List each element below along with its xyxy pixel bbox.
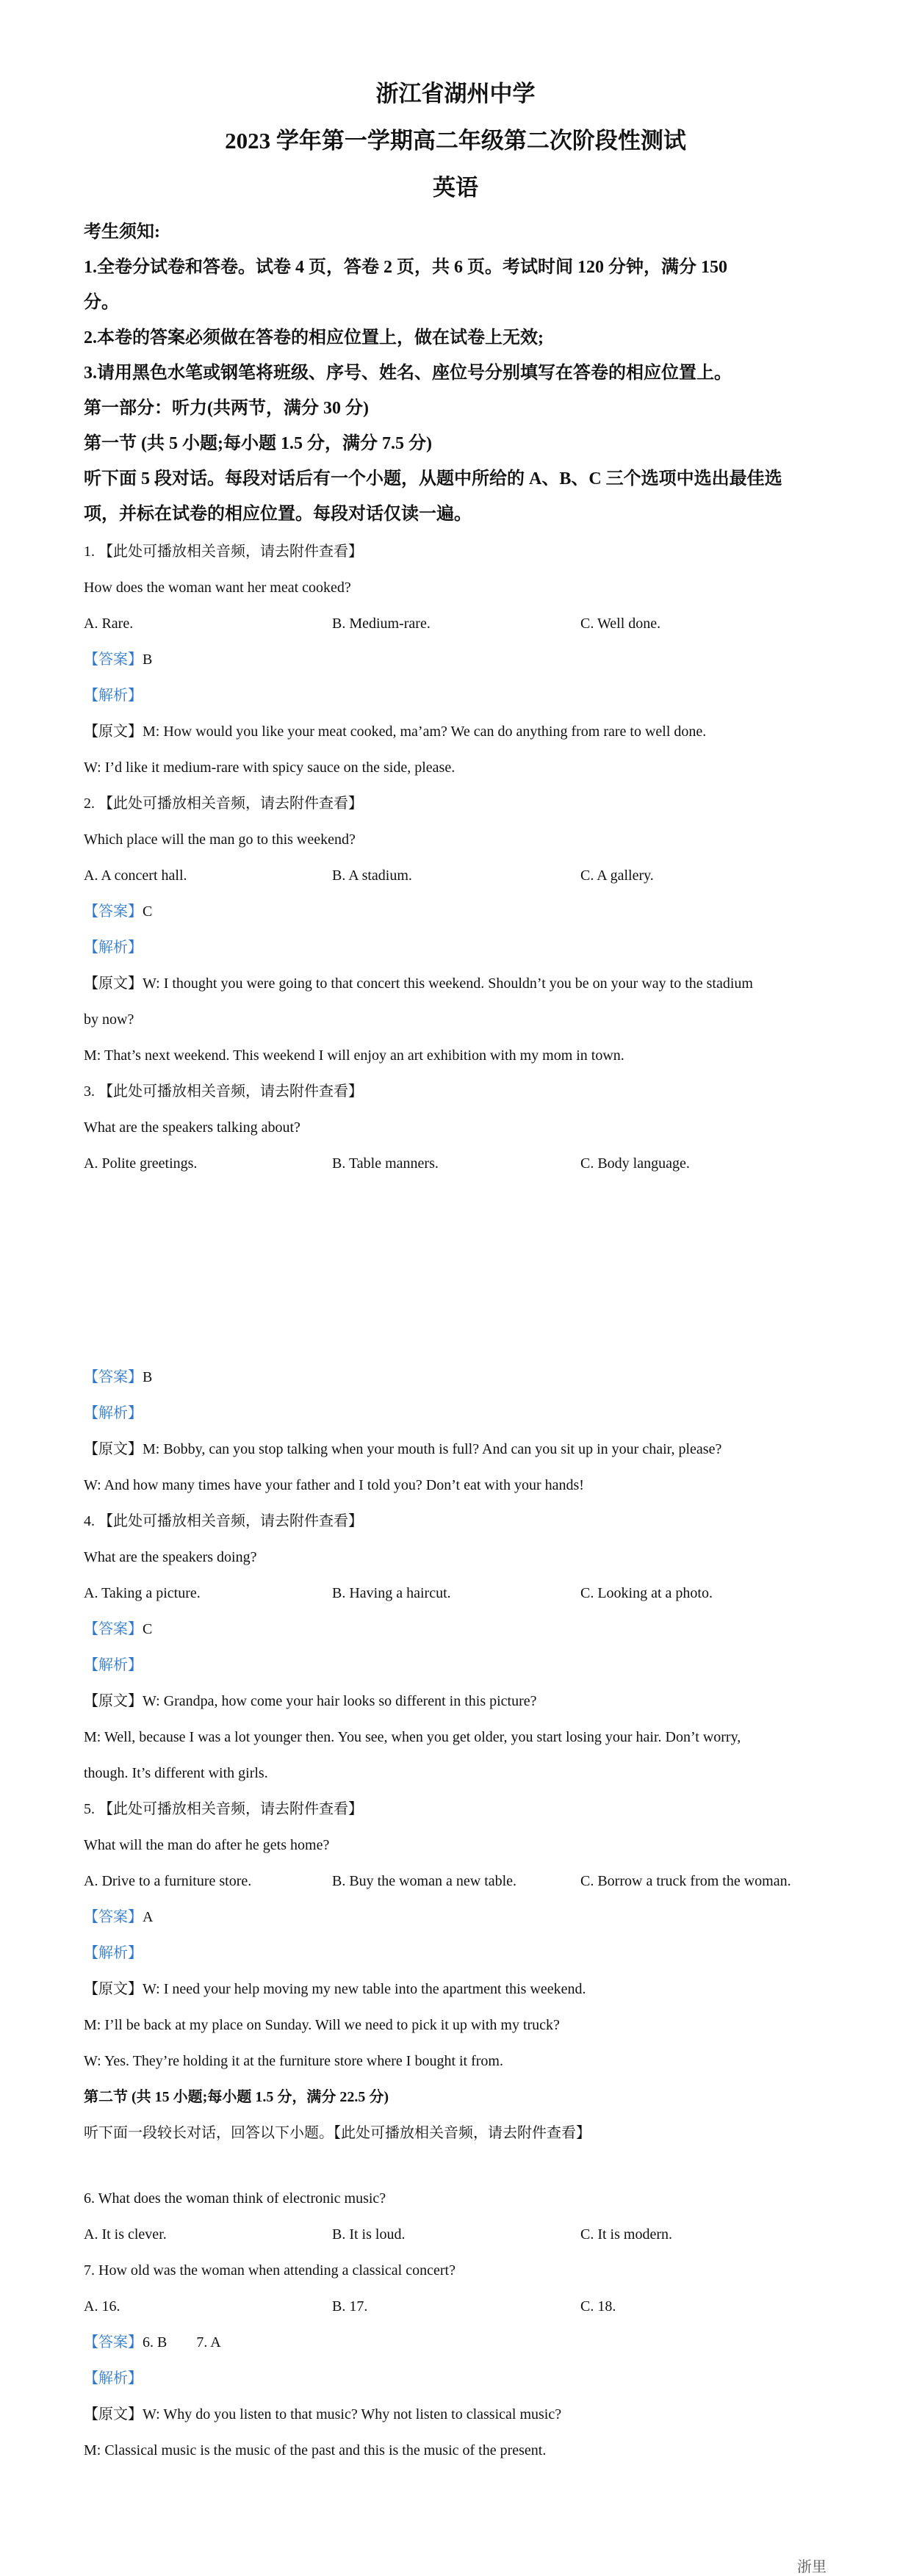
q2-question: Which place will the man go to this weekend? <box>84 831 356 848</box>
q6-7-transcript-2: M: Classical music is the music of the past and this is the music of the present. <box>84 2442 547 2458</box>
q5-analysis-label: 【解析】 <box>84 1945 143 1961</box>
q6-option-a: A. It is clever. <box>84 2226 167 2243</box>
q2-transcript-1-cont: by now? <box>84 1011 134 1028</box>
q1-option-a: A. Rare. <box>84 616 134 632</box>
q3-answer: 【答案】B <box>84 1369 153 1385</box>
q4-question: What are the speakers doing? <box>84 1549 257 1565</box>
q3-number: 3. 【此处可播放相关音频，请去附件查看】 <box>84 1083 363 1100</box>
q5-option-c: C. Borrow a truck from the woman. <box>580 1873 791 1889</box>
q7-option-c: C. 18. <box>580 2298 616 2315</box>
q5-number: 5. 【此处可播放相关音频，请去附件查看】 <box>84 1801 363 1817</box>
q4-option-b: B. Having a haircut. <box>332 1585 451 1601</box>
q2-transcript-2: M: That’s next weekend. This weekend I will enjoy an art exhibition with my mom in town. <box>84 1047 624 1064</box>
q4-transcript-2: M: Well, because I was a lot younger then. You see, when you get older, you start losing your hair. Don’t worry, <box>84 1729 741 1745</box>
section1-instruction: 听下面 5 段对话。每段对话后有一个小题，从题中所给的 A、B、C 三个选项中选出最佳选 <box>84 469 782 488</box>
q5-transcript-3: W: Yes. They’re holding it at the furniture store where I bought it from. <box>84 2053 503 2069</box>
q3-option-b: B. Table manners. <box>332 1155 439 1172</box>
q5-question: What will the man do after he gets home? <box>84 1837 330 1853</box>
notice-line-1: 1.全卷分试卷和答卷。试卷 4 页，答卷 2 页，共 6 页。考试时间 120 分钟，满分 150 <box>84 258 727 277</box>
q2-analysis-label: 【解析】 <box>84 939 143 956</box>
q5-answer: 【答案】A <box>84 1909 154 1925</box>
section1-title: 第一节 (共 5 小题;每小题 1.5 分，满分 7.5 分) <box>84 434 432 453</box>
q4-number: 4. 【此处可播放相关音频，请去附件查看】 <box>84 1513 363 1529</box>
q7-option-b: B. 17. <box>332 2298 368 2315</box>
section1-instruction-cont: 项，并标在试卷的相应位置。每段对话仅读一遍。 <box>84 505 472 524</box>
q7-option-a: A. 16. <box>84 2298 120 2315</box>
q1-transcript-1: 【原文】M: How would you like your meat cooked, ma’am? We can do anything from rare to well done. <box>84 724 707 740</box>
q2-number: 2. 【此处可播放相关音频，请去附件查看】 <box>84 795 363 812</box>
q5-transcript-2: M: I’ll be back at my place on Sunday. Will we need to pick it up with my truck? <box>84 2017 560 2033</box>
q2-option-a: A. A concert hall. <box>84 867 187 884</box>
q3-option-c: C. Body language. <box>580 1155 690 1172</box>
section2-title: 第二节 (共 15 小题;每小题 1.5 分，满分 22.5 分) <box>84 2089 389 2105</box>
q2-option-b: B. A stadium. <box>332 867 412 884</box>
q6-option-b: B. It is loud. <box>332 2226 406 2243</box>
q2-answer: 【答案】C <box>84 903 153 920</box>
q6-7-analysis-label: 【解析】 <box>84 2370 143 2386</box>
q1-question: How does the woman want her meat cooked? <box>84 580 351 596</box>
section2-instruction: 听下面一段较长对话，回答以下小题。【此处可播放相关音频，请去附件查看】 <box>84 2125 591 2141</box>
school-title: 浙江省湖州中学 <box>375 81 536 107</box>
q4-option-c: C. Looking at a photo. <box>580 1585 713 1601</box>
notice-line-1-cont: 分。 <box>84 293 119 312</box>
q7-question: 7. How old was the woman when attending a classical concert? <box>84 2262 455 2279</box>
q4-answer: 【答案】C <box>84 1621 153 1637</box>
q1-answer: 【答案】B <box>84 652 153 668</box>
footer-mark: 浙里 <box>797 2559 827 2575</box>
notice-line-3: 3.请用黑色水笔或钢笔将班级、序号、姓名、座位号分别填写在答卷的相应位置上。 <box>84 364 732 383</box>
q3-option-a: A. Polite greetings. <box>84 1155 198 1172</box>
q4-option-a: A. Taking a picture. <box>84 1585 201 1601</box>
q3-transcript-1: 【原文】M: Bobby, can you stop talking when your mouth is full? And can you sit up in your chair, please? <box>84 1441 722 1457</box>
q3-analysis-label: 【解析】 <box>84 1405 143 1421</box>
q4-transcript-1: 【原文】W: Grandpa, how come your hair looks so different in this picture? <box>84 1693 537 1709</box>
q5-option-b: B. Buy the woman a new table. <box>332 1873 517 1889</box>
q6-question: 6. What does the woman think of electronic music? <box>84 2190 386 2207</box>
q4-transcript-2-cont: though. It’s different with girls. <box>84 1765 268 1781</box>
q5-transcript-1: 【原文】W: I need your help moving my new table into the apartment this weekend. <box>84 1981 586 1997</box>
subject-title: 英语 <box>433 175 478 201</box>
q2-option-c: C. A gallery. <box>580 867 654 884</box>
q4-analysis-label: 【解析】 <box>84 1657 143 1673</box>
q3-transcript-2: W: And how many times have your father and I told you? Don’t eat with your hands! <box>84 1477 584 1493</box>
q3-question: What are the speakers talking about? <box>84 1119 300 1136</box>
notice-heading: 考生须知: <box>84 223 160 242</box>
exam-title: 2023 学年第一学期高二年级第二次阶段性测试 <box>225 128 686 154</box>
q6-7-transcript-1: 【原文】W: Why do you listen to that music? Why not listen to classical music? <box>84 2406 562 2422</box>
notice-line-2: 2.本卷的答案必须做在答卷的相应位置上，做在试卷上无效; <box>84 328 544 347</box>
q1-analysis-label: 【解析】 <box>84 688 143 704</box>
q1-option-c: C. Well done. <box>580 616 661 632</box>
part1-title: 第一部分：听力(共两节，满分 30 分) <box>84 399 369 418</box>
q1-option-b: B. Medium-rare. <box>332 616 431 632</box>
q2-transcript-1: 【原文】W: I thought you were going to that concert this weekend. Shouldn’t you be on your way to the stadium <box>84 975 753 992</box>
q6-option-c: C. It is modern. <box>580 2226 672 2243</box>
q1-number: 1. 【此处可播放相关音频，请去附件查看】 <box>84 544 363 560</box>
q6-7-answer: 【答案】6. B 7. A <box>84 2334 221 2350</box>
q1-transcript-2: W: I’d like it medium-rare with spicy sauce on the side, please. <box>84 760 455 776</box>
q5-option-a: A. Drive to a furniture store. <box>84 1873 252 1889</box>
